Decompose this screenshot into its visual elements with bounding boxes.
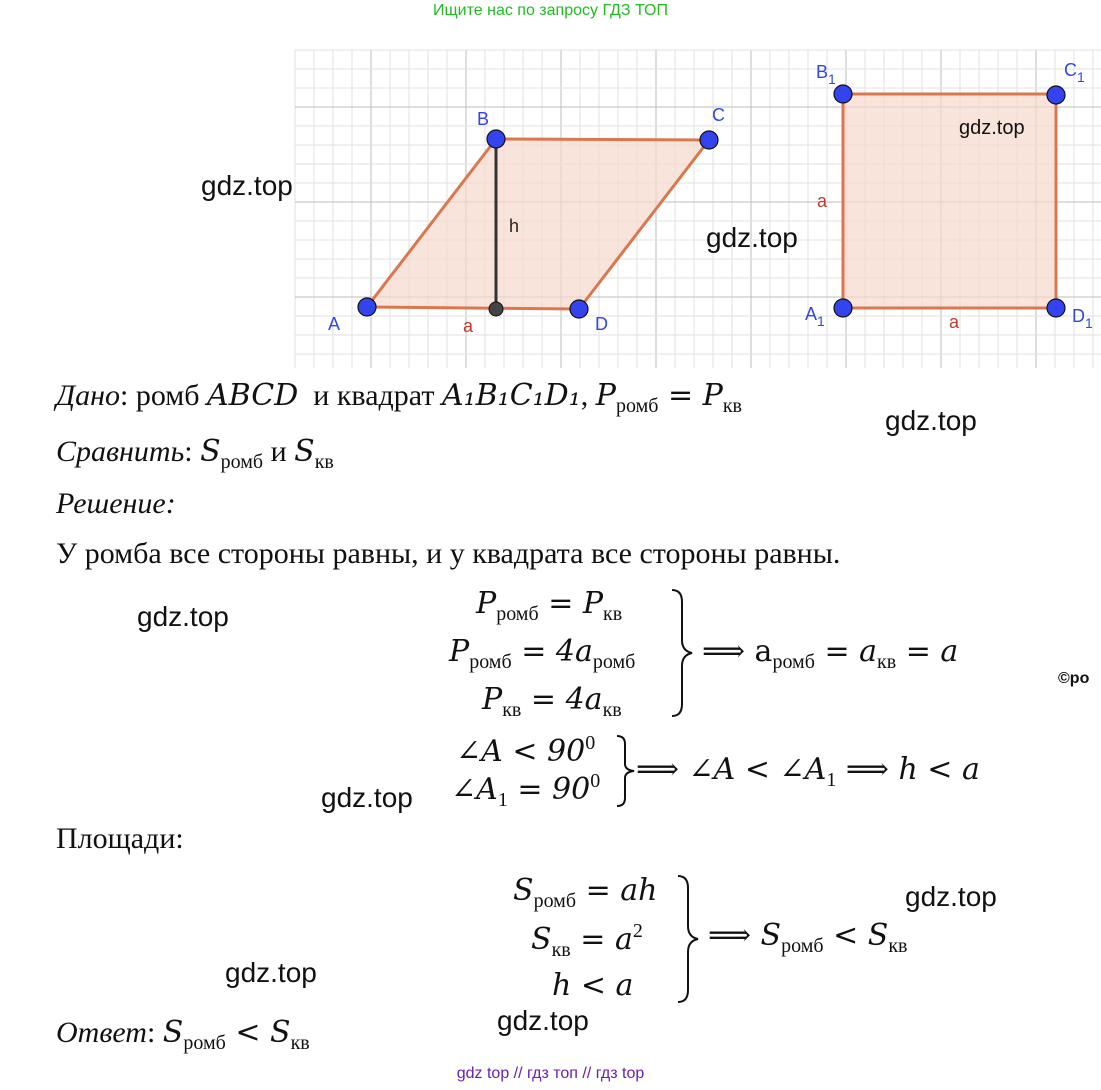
- brace-3: [672, 874, 702, 1004]
- system1-row3: $P_{кв} = 4a_{кв}$: [482, 682, 622, 721]
- system1-row2: $P_{ромб} = 4a_{ромб}$: [449, 634, 636, 673]
- watermark: gdz.top: [959, 117, 1025, 139]
- brace-1: [666, 588, 696, 718]
- system3-result: ⟹ $S_{ромб} < S_{кв}$: [708, 918, 908, 957]
- footer-link-2[interactable]: гдз топ: [527, 1065, 578, 1082]
- point-D1: [1047, 299, 1065, 317]
- answer-line: Ответ: $S_{ромб} < S_{кв}$: [56, 1015, 310, 1054]
- footer-link-1[interactable]: gdz top: [456, 1065, 510, 1082]
- label-C1: $C_1$: [1064, 60, 1085, 85]
- system3-row1: $S_{ромб}$ = ah: [513, 873, 658, 912]
- label-B: B: [477, 109, 490, 129]
- watermark: gdz.top: [905, 881, 997, 912]
- given-line: Дано: ромб ABCD и квадрат A₁B₁C₁D₁, $P_{ромб} = P_{кв}$: [56, 378, 742, 417]
- watermark: gdz.top: [201, 170, 293, 201]
- system1-result: ⟹ $a_{ромб} = a_{кв} = a$: [702, 634, 959, 673]
- label-A1: $A_1$: [805, 304, 825, 329]
- watermark: gdz.top: [225, 957, 317, 988]
- system2-result: ⟹ ∠A < $\angle A_1$ ⟹ h < a: [636, 752, 980, 791]
- point-D: [570, 300, 588, 318]
- point-B1: [834, 85, 852, 103]
- watermark: gdz.top: [137, 601, 229, 632]
- geometry-figure: [290, 45, 1101, 373]
- solution-sentence: У ромба все стороны равны, и у квадрата все стороны равны.: [56, 537, 841, 570]
- footer-links: [0, 1065, 1101, 1083]
- footer-separator: //: [513, 1065, 523, 1082]
- label-h: h: [509, 216, 520, 236]
- system1-row1: $P_{ромб} = P_{кв}$: [476, 586, 623, 625]
- height-foot: [489, 302, 503, 316]
- copyright-mark: ©ро: [1058, 670, 1090, 687]
- system2-row2: $\angle A_1 = 90^0$: [451, 770, 601, 811]
- watermark: gdz.top: [885, 405, 977, 436]
- label-a-bottom: a: [949, 312, 960, 332]
- footer-separator: //: [582, 1065, 592, 1082]
- solution-heading: Решение:: [56, 487, 176, 520]
- system3-row2: $S_{кв} = a^2$: [531, 920, 643, 961]
- watermark: gdz.top: [321, 782, 413, 813]
- footer-link-3[interactable]: гдз top: [595, 1065, 645, 1082]
- label-D: D: [595, 314, 608, 334]
- point-A1: [834, 299, 852, 317]
- system2-row1: ∠A < $90^0$: [456, 732, 596, 769]
- compare-line: Сравнить: $S_{ромб}$ и $S_{кв}$: [56, 434, 334, 473]
- point-C1: [1047, 86, 1065, 104]
- point-C: [700, 131, 718, 149]
- top-banner[interactable]: Ищите нас по запросу ГДЗ ТОП: [433, 2, 668, 19]
- label-D1: $D_1$: [1072, 306, 1093, 331]
- point-A: [358, 298, 376, 316]
- watermark: gdz.top: [706, 222, 798, 253]
- label-B1: $B_1$: [816, 62, 836, 87]
- label-a-left: a: [817, 191, 828, 211]
- label-a-rhombus: a: [463, 316, 474, 336]
- areas-heading: Площади:: [56, 822, 184, 855]
- label-C: C: [712, 105, 725, 125]
- system3-row3: h < a: [552, 968, 634, 1003]
- watermark: gdz.top: [497, 1005, 589, 1036]
- label-A: A: [328, 314, 341, 334]
- point-B: [487, 130, 505, 148]
